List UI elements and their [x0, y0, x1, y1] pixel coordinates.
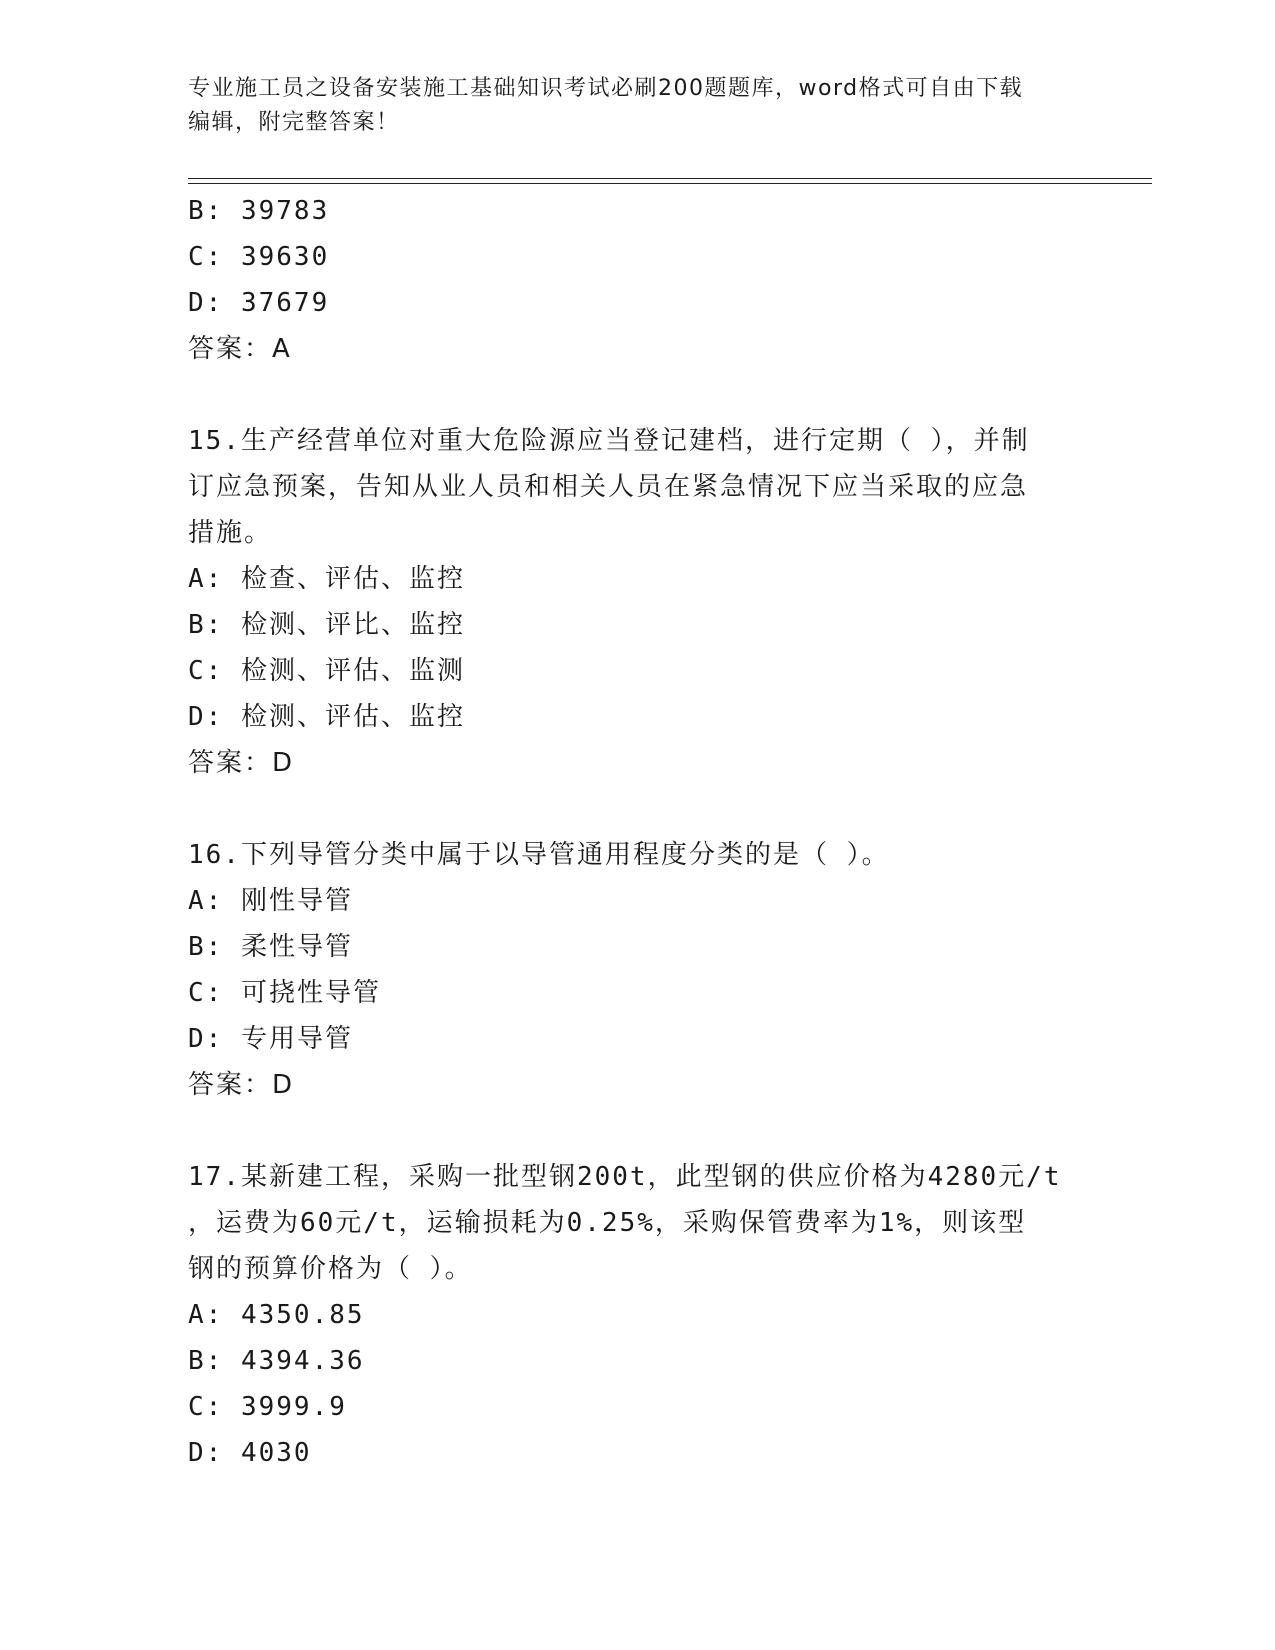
answer-line: 答案：D	[188, 748, 295, 778]
header-title-line-1: 专业施工员之设备安装施工基础知识考试必刷200题题库，word格式可自由下载	[188, 76, 1024, 101]
question-text-line: 钢的预算价格为（ ）。	[188, 1254, 473, 1284]
answer-line: 答案：A	[188, 334, 292, 364]
answer-line: 答案：D	[188, 1070, 295, 1100]
spacer	[188, 1108, 1068, 1154]
option-d: D: 检测、评估、监控	[188, 702, 465, 732]
option-c: C: 可挠性导管	[188, 978, 381, 1008]
spacer	[188, 786, 1068, 832]
question-text-line: 16.下列导管分类中属于以导管通用程度分类的是（ ）。	[188, 840, 890, 870]
header-title-line-2: 编辑，附完整答案！	[188, 110, 400, 135]
question-15	[188, 418, 1068, 786]
option-c: C: 检测、评估、监测	[188, 656, 465, 686]
option-a: A: 4350.85	[188, 1300, 365, 1330]
option-b: B: 4394.36	[188, 1346, 365, 1376]
question-text-line: ，运费为60元/t，运输损耗为0.25%，采购保管费率为1%，则该型	[188, 1208, 1027, 1238]
header-divider-top	[188, 178, 1152, 179]
question-text-line: 15.生产经营单位对重大危险源应当登记建档，进行定期（ ），并制	[188, 426, 1030, 456]
option-d: D: 专用导管	[188, 1024, 353, 1054]
option-a: A: 检查、评估、监控	[188, 564, 465, 594]
option-c: C: 3999.9	[188, 1392, 347, 1422]
question-text-line: 17.某新建工程，采购一批型钢200t，此型钢的供应价格为4280元/t	[188, 1162, 1062, 1192]
spacer	[188, 372, 1068, 418]
question-text-line: 措施。	[188, 518, 273, 548]
question-17	[188, 1154, 1068, 1476]
question-16	[188, 832, 1068, 1108]
option-d: D: 4030	[188, 1438, 312, 1468]
option-d: D: 37679	[188, 288, 330, 318]
option-a: A: 刚性导管	[188, 886, 353, 916]
document-header	[188, 72, 1068, 140]
option-b: B: 柔性导管	[188, 932, 353, 962]
question-list	[188, 188, 1068, 1476]
question-14	[188, 188, 1068, 372]
option-b: B: 39783	[188, 196, 330, 226]
option-b: B: 检测、评比、监控	[188, 610, 465, 640]
option-c: C: 39630	[188, 242, 330, 272]
header-divider-bottom	[188, 183, 1152, 184]
question-text-line: 订应急预案，告知从业人员和相关人员在紧急情况下应当采取的应急	[188, 472, 1029, 502]
